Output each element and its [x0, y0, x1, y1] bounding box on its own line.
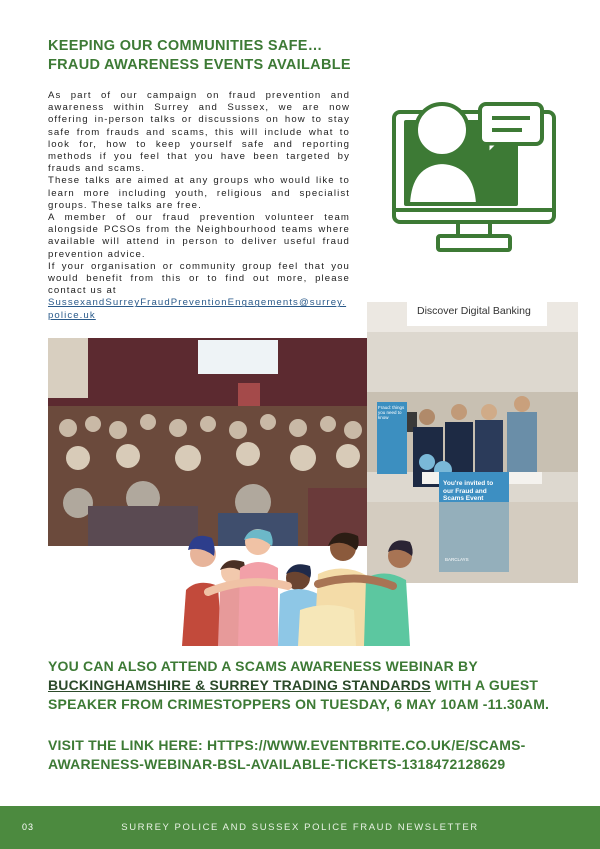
page-footer	[0, 806, 600, 849]
webinar-announcement	[48, 657, 568, 714]
webinar-line-b: WITH A GUEST SPEAKER FROM CRIMESTOPPERS ON TUESDAY, 6 MAY 10AM -11.30AM.	[48, 677, 550, 712]
community-group-illustration	[178, 520, 420, 646]
intro-paragraph-1: As part of our campaign on fraud prevention and awareness within Surrey and Sussex, we are now offering in-person talks or discussions on how to stay safe from frauds and scams, this will include what to look for, how to keep yourself safe and reporting methods if you feel that you have been targeted by frauds and scams.	[48, 90, 350, 175]
newsletter-name: SURREY POLICE AND SUSSEX POLICE FRAUD NEWSLETTER	[121, 822, 479, 833]
page-number: 03	[22, 822, 35, 832]
contact-email-link[interactable]: SussexandSurreyFraudPreventionEngagements@surrey.police.uk	[48, 297, 347, 321]
page-title	[48, 37, 368, 75]
poster-side-title: Fraud: things you need to know	[378, 405, 405, 420]
webinar-line-a: YOU CAN ALSO ATTEND A SCAMS AWARENESS WEBINAR BY	[48, 658, 478, 674]
poster-title: You're invited to our Fraud and Scams Event	[443, 480, 494, 502]
intro-paragraph-4: If your organisation or community group feel that you would benefit from this or to find out more, please contact us at	[48, 260, 350, 297]
title-line-2: FRAUD AWARENESS EVENTS AVAILABLE	[48, 57, 351, 73]
webinar-monitor-icon	[392, 98, 556, 258]
audience-photo	[48, 338, 367, 546]
intro-text	[48, 90, 350, 322]
title-line-1: KEEPING OUR COMMUNITIES SAFE…	[48, 38, 323, 54]
bank-sign: Discover Digital Banking	[417, 305, 531, 317]
intro-paragraph-2: These talks are aimed at any groups who would like to learn more including youth, religious and specialist groups. These talks are free.	[48, 175, 350, 211]
intro-paragraph-3: A member of our fraud prevention volunteer team alongside PCSOs from the Neighbourhood teams where available will attend in person to deliver useful fraud prevention advice.	[48, 212, 350, 260]
trading-standards-link[interactable]: BUCKINGHAMSHIRE & SURREY TRADING STANDARDS	[48, 677, 431, 693]
eventbrite-link-text[interactable]: VISIT THE LINK HERE: HTTPS://WWW.EVENTBRITE.CO.UK/E/SCAMS-AWARENESS-WEBINAR-BSL-AVAILABLE-TICKETS-1318472128629	[48, 737, 526, 772]
webinar-text	[48, 657, 568, 714]
poster-brand: BARCLAYS	[445, 557, 469, 562]
